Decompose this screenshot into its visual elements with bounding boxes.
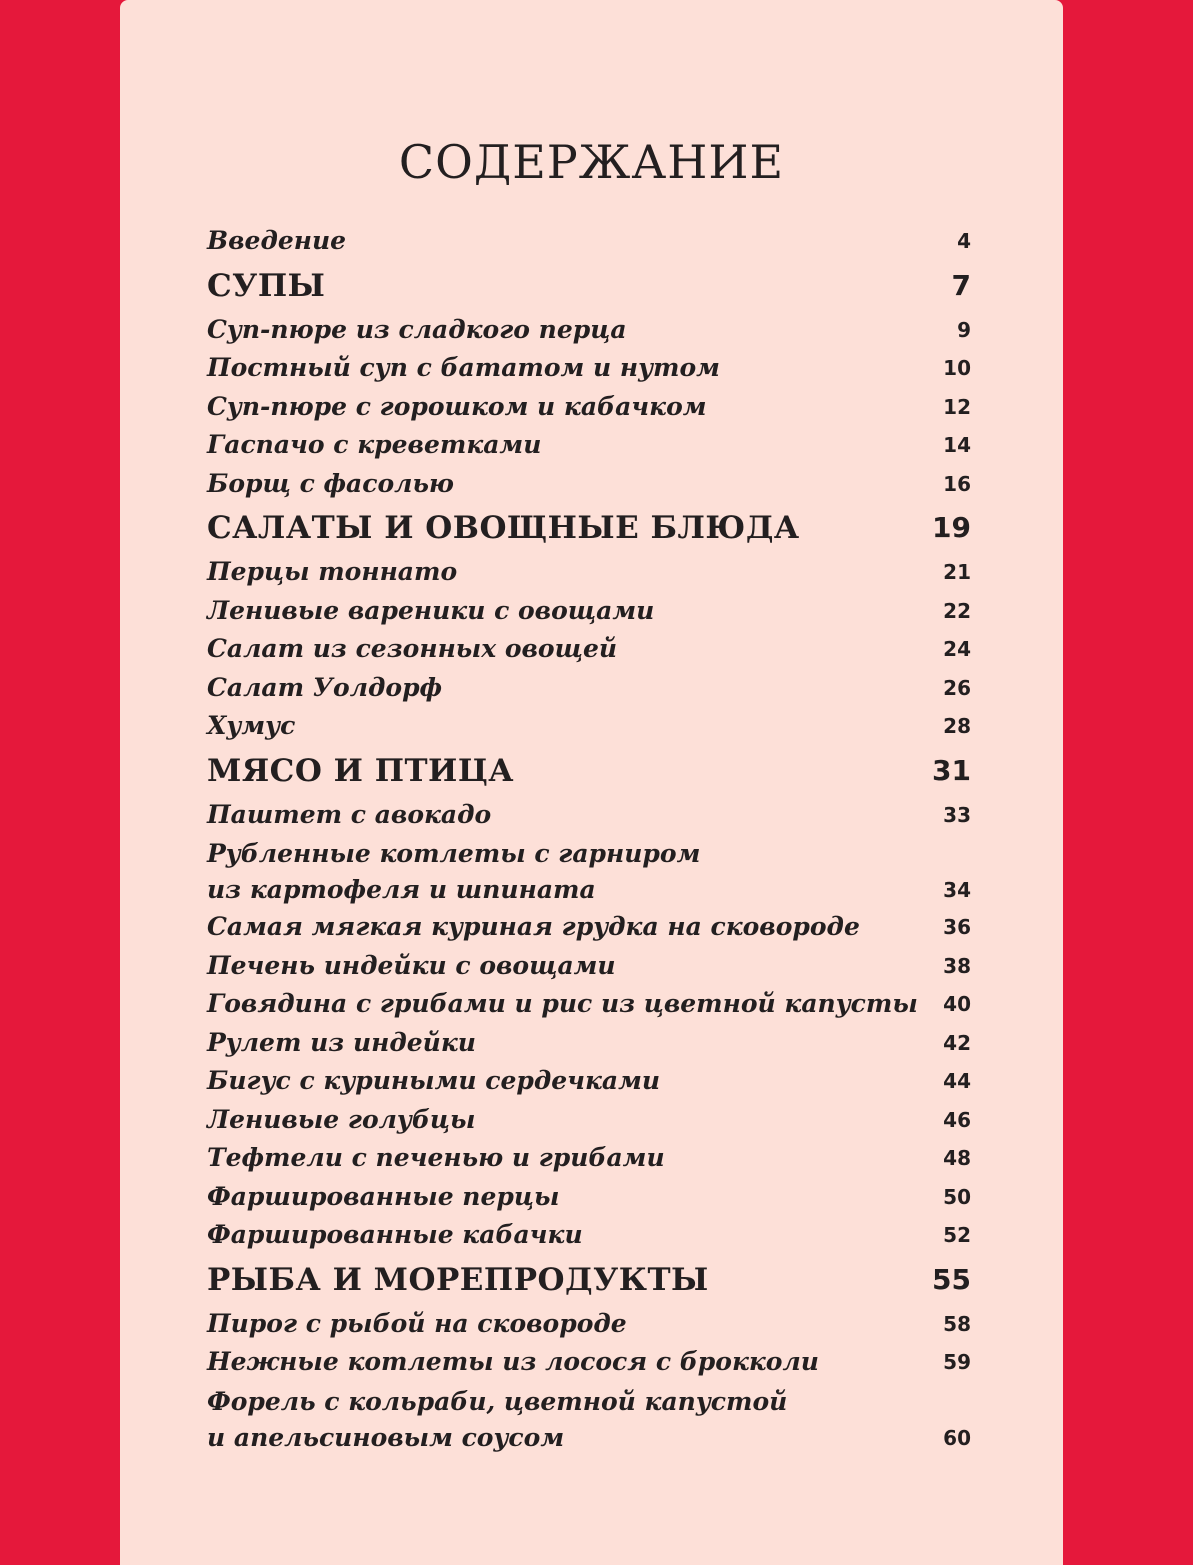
toc-page-number: 31 <box>932 753 971 787</box>
toc-page-number: 36 <box>943 915 971 939</box>
toc-entry-title: Ленивые голубцы <box>207 1104 476 1134</box>
toc-entry-title <box>207 836 700 908</box>
toc-section-title: МЯСО И ПТИЦА <box>207 752 515 789</box>
toc-entry-row <box>207 908 971 947</box>
toc-page-number: 33 <box>943 802 971 827</box>
table-of-contents <box>207 222 971 1456</box>
toc-entry-title: Борщ с фасолью <box>207 468 454 498</box>
book-page <box>120 0 1063 1565</box>
toc-entry-title-line1: Рубленные котлеты с гарниром <box>207 839 701 868</box>
toc-page-number: 4 <box>957 229 971 253</box>
toc-page-number: 14 <box>943 433 971 457</box>
toc-entry-title: Ленивые вареники с овощами <box>207 595 655 625</box>
toc-page-number: 26 <box>943 675 971 700</box>
toc-entry-title: Нежные котлеты из лосося с брокколи <box>207 1347 819 1376</box>
toc-section-title: СУПЫ <box>207 267 326 304</box>
toc-page-number: 60 <box>943 1425 971 1450</box>
toc-section-title: РЫБА И МОРЕПРОДУКТЫ <box>207 1261 709 1298</box>
toc-entry-title <box>207 1384 787 1456</box>
toc-entry-title: Печень индейки с овощами <box>207 950 616 980</box>
toc-entry-title: Введение <box>207 226 347 255</box>
toc-section-row <box>207 746 971 796</box>
toc-entry-title: Паштет с авокадо <box>207 799 492 829</box>
toc-entry-title: Бигус с куриными сердечками <box>207 1066 661 1095</box>
toc-page-number: 59 <box>943 1350 971 1374</box>
page-title: СОДЕРЖАНИЕ <box>398 135 785 189</box>
toc-entry-row <box>207 222 971 261</box>
toc-page-number: 55 <box>932 1262 971 1296</box>
toc-section-row <box>207 261 971 311</box>
toc-entry-title: Гаспачо с креветками <box>207 430 542 459</box>
toc-page-number: 50 <box>943 1184 971 1209</box>
toc-page-number: 58 <box>943 1311 971 1336</box>
toc-page-number: 52 <box>943 1223 971 1247</box>
toc-page-number: 44 <box>943 1069 971 1093</box>
toc-entry-title: Пирог с рыбой на сковороде <box>207 1308 627 1338</box>
toc-entry-row <box>207 388 971 427</box>
toc-entry-title: Салат Уолдорф <box>207 672 443 702</box>
toc-entry-title: Перцы тоннато <box>207 557 458 586</box>
toc-page-number: 42 <box>943 1030 971 1055</box>
toc-entry-row <box>207 796 971 835</box>
toc-section-row <box>207 503 971 553</box>
toc-entry-title: Суп-пюре с горошком и кабачком <box>207 391 707 421</box>
toc-entry-row <box>207 1216 971 1255</box>
toc-entry-title: Тефтели с печенью и грибами <box>207 1143 665 1172</box>
toc-entry-row <box>207 1305 971 1344</box>
toc-entry-row <box>207 1062 971 1101</box>
toc-entry-row <box>207 947 971 986</box>
toc-entry-title: Салат из сезонных овощей <box>207 634 618 663</box>
toc-entry-title-line1: Форель с кольраби, цветной капустой <box>207 1386 788 1416</box>
toc-section-title: САЛАТЫ И ОВОЩНЫЕ БЛЮДА <box>207 510 800 546</box>
toc-entry-title: Постный суп с бататом и нутом <box>207 353 720 382</box>
toc-entry-title: Говядина с грибами и рис из цветной капусты <box>207 989 918 1018</box>
toc-page-number: 34 <box>943 878 971 902</box>
toc-page-number: 19 <box>932 511 971 544</box>
toc-entry-row <box>207 1024 971 1063</box>
toc-entry-row <box>207 426 971 465</box>
toc-entry-row <box>207 1382 971 1456</box>
toc-entry-row <box>207 834 971 908</box>
toc-entry-row <box>207 553 971 592</box>
toc-entry-title: Рулет из индейки <box>207 1027 476 1057</box>
toc-entry-title-line2: и апельсиновым соусом <box>207 1422 565 1452</box>
toc-page-number: 46 <box>943 1107 971 1132</box>
toc-section-row <box>207 1255 971 1305</box>
toc-entry-title: Фаршированные перцы <box>207 1181 560 1211</box>
toc-entry-row <box>207 349 971 388</box>
toc-page-number: 48 <box>943 1146 971 1170</box>
toc-entry-row <box>207 707 971 746</box>
toc-entry-row <box>207 465 971 504</box>
toc-entry-row <box>207 669 971 708</box>
toc-page-number: 24 <box>943 637 971 661</box>
toc-entry-row <box>207 1178 971 1217</box>
toc-page-number: 10 <box>943 356 971 380</box>
toc-page-number: 22 <box>943 598 971 623</box>
toc-page-number: 40 <box>943 992 971 1016</box>
toc-page-number: 28 <box>943 714 971 738</box>
toc-entry-title: Хумус <box>207 711 296 740</box>
toc-page-number: 16 <box>943 471 971 496</box>
toc-entry-row <box>207 1343 971 1382</box>
toc-entry-row <box>207 592 971 631</box>
toc-entry-row <box>207 311 971 350</box>
toc-page-number: 12 <box>943 394 971 419</box>
toc-entry-title: Суп-пюре из сладкого перца <box>207 314 627 344</box>
toc-page-number: 21 <box>943 560 971 584</box>
toc-page-number: 9 <box>957 317 971 342</box>
toc-page-number: 7 <box>951 268 971 302</box>
toc-page-number: 38 <box>943 953 971 978</box>
toc-entry-row <box>207 985 971 1024</box>
toc-entry-title: Самая мягкая куриная грудка на сковороде <box>207 912 860 941</box>
toc-entry-row <box>207 630 971 669</box>
toc-entry-row <box>207 1139 971 1178</box>
toc-entry-row <box>207 1101 971 1140</box>
toc-entry-title-line2: из картофеля и шпината <box>207 875 596 904</box>
toc-entry-title: Фаршированные кабачки <box>207 1220 583 1249</box>
